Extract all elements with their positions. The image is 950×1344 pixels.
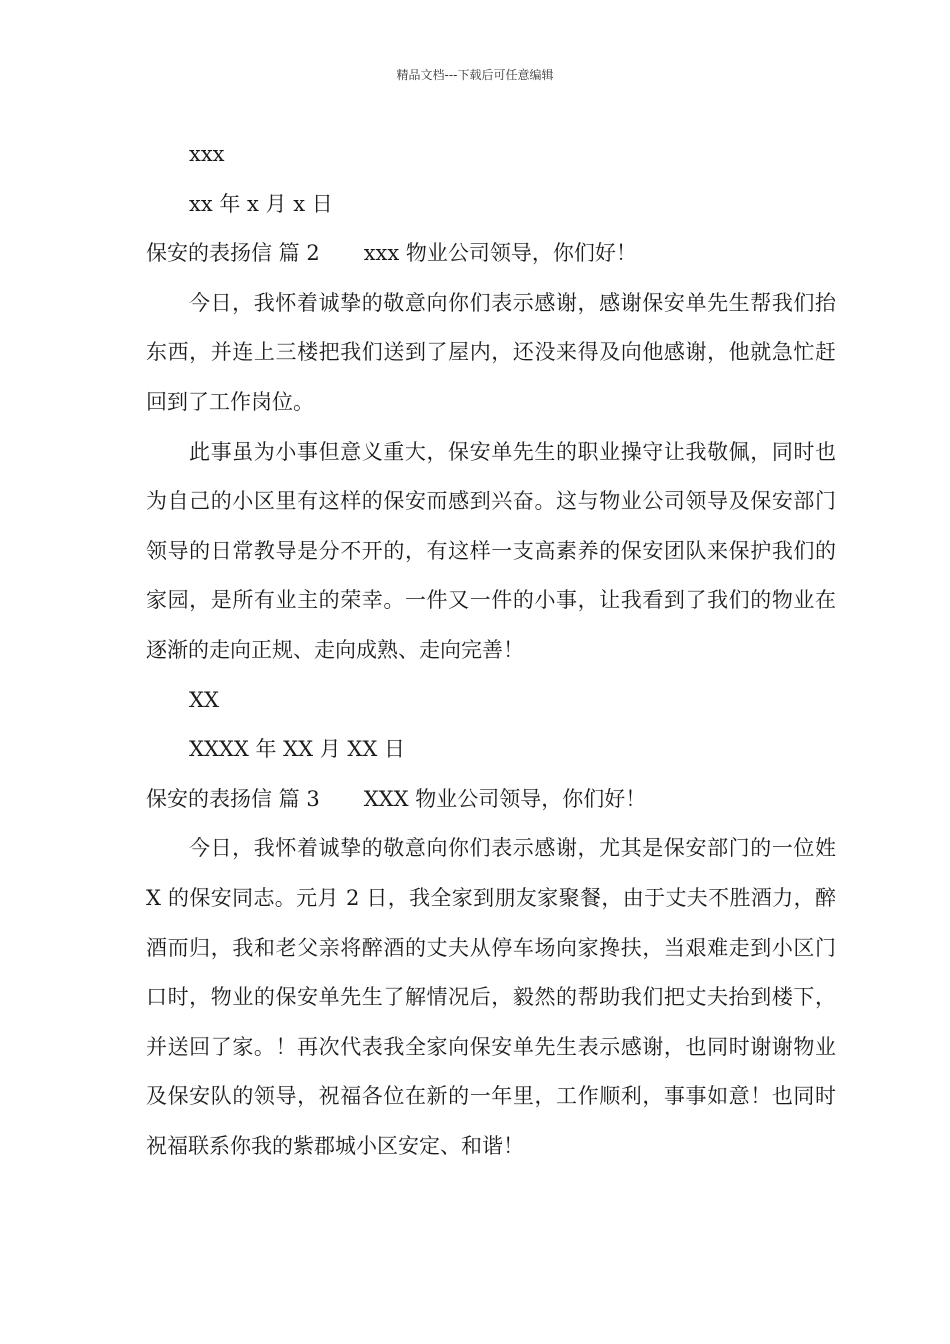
letter1-date: xx 年 x 月 x 日 xyxy=(189,191,333,216)
letter2-signature: XX xyxy=(189,687,219,712)
letter3-title: 保安的表扬信 篇 3 xyxy=(146,786,320,811)
letter2-date: XXXX 年 XX 月 XX 日 xyxy=(189,737,405,762)
letter3-heading xyxy=(146,775,836,825)
letter2-title: 保安的表扬信 篇 2 xyxy=(146,241,320,266)
page-header: 精品文档---下载后可任意编辑 xyxy=(396,68,554,82)
letter2-heading xyxy=(146,229,836,279)
letter2-paragraph-2: 此事虽为小事但意义重大，保安单先生的职业操守让我敬佩，同时也为自己的小区里有这样的保安而感到兴奋。这与物业公司领导及保安部门领导的日常教导是分不开的，有这样一支高素养的保安团队来保护我们的家园，是所有业主的荣幸。一件又一件的小事，让我看到了我们的物业在逐渐的走向正规、走向成熟、走向完善！ xyxy=(146,439,836,662)
document-body xyxy=(146,130,836,1171)
letter2-greeting: xxx 物业公司领导，你们好！ xyxy=(363,241,637,266)
letter1-signature: xxx xyxy=(189,142,225,166)
letter3-greeting: XXX 物业公司领导，你们好！ xyxy=(363,786,647,811)
letter2-paragraph-1: 今日，我怀着诚挚的敬意向你们表示感谢，感谢保安单先生帮我们抬东西，并连上三楼把我们送到了屋内，还没来得及向他感谢，他就急忙赶回到了工作岗位。 xyxy=(146,290,836,414)
letter3-paragraph-1: 今日，我怀着诚挚的敬意向你们表示感谢，尤其是保安部门的一位姓 X 的保安同志。元月 2 日，我全家到朋友家聚餐，由于丈夫不胜酒力，醉酒而归，我和老父亲将醉酒的丈夫从停车场向家搀扶，当艰难走到小区门口时，物业的保安单先生了解情况后，毅然的帮助我们把丈夫抬到楼下，并送回了家。！再次代表我全家向保安单先生表示感谢，也同时谢谢物业及保安队的领导，祝福各位在新的一年里，工作顺利，事事如意！也同时祝福联系你我的紫郡城小区安定、和谐！ xyxy=(146,836,836,1158)
